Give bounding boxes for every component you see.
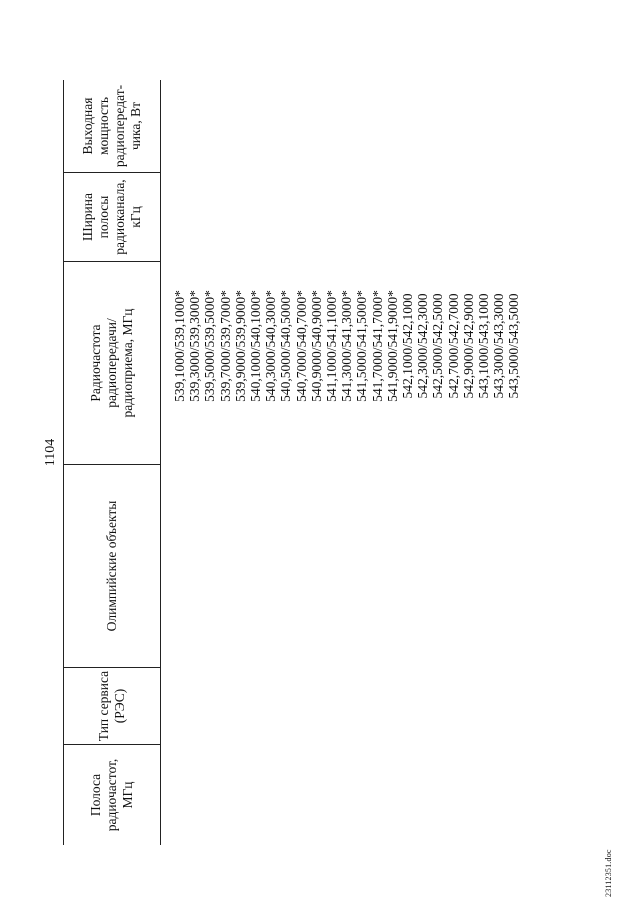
frequency-row: 539,9000/539,9000* — [232, 290, 248, 402]
frequency-row: 542,1000/542,1000 — [400, 293, 416, 399]
frequency-row: 542,3000/542,3000 — [415, 293, 431, 399]
page-number: 1104 — [43, 438, 58, 467]
frequency-row: 543,5000/543,5000 — [506, 293, 522, 399]
frequency-row: 542,9000/542,9000 — [460, 293, 476, 399]
header-line: Выходная — [80, 97, 95, 155]
header-line: мощность — [96, 96, 111, 156]
frequency-row: 539,7000/539,7000* — [217, 290, 233, 402]
frequency-row: 541,5000/541,5000* — [354, 290, 370, 402]
frequency-list — [172, 282, 522, 410]
frequency-row: 543,1000/543,1000 — [476, 293, 492, 399]
header-line: (РЭС) — [112, 688, 127, 724]
table-header-rule — [160, 80, 161, 845]
frequency-row: 540,5000/540,5000* — [278, 290, 294, 402]
header-line: Тип сервиса — [96, 670, 111, 742]
frequency-row: 539,3000/539,3000* — [187, 290, 203, 402]
frequency-row: 542,5000/542,5000 — [430, 293, 446, 399]
header-frequency — [64, 262, 160, 464]
frequency-row: 539,5000/539,5000* — [202, 290, 218, 402]
header-line: Полоса — [88, 773, 103, 817]
frequency-row: 541,9000/541,9000* — [384, 290, 400, 402]
frequency-row: 540,3000/540,3000* — [263, 290, 279, 402]
header-line: Ширина — [80, 192, 95, 242]
header-line: радиоприема, МГц — [120, 308, 135, 418]
header-line: Радиочастота — [88, 324, 103, 402]
frequency-row: 540,9000/540,9000* — [308, 290, 324, 402]
frequency-row: 542,7000/542,7000 — [445, 293, 461, 399]
frequency-row: 539,1000/539,1000* — [172, 290, 187, 402]
header-line: МГц — [120, 781, 135, 809]
frequency-row: 541,7000/541,7000* — [369, 290, 385, 402]
header-line: радиопередат- — [112, 84, 127, 168]
header-service — [64, 668, 160, 744]
header-bandwidth — [64, 173, 160, 261]
header-line: полосы — [96, 195, 111, 239]
header-line: чика, Вт — [128, 102, 143, 151]
header-objects — [64, 465, 160, 667]
header-line: радиочастот, — [104, 758, 119, 832]
header-line: радиоканала, — [112, 179, 127, 255]
frequency-row: 540,1000/540,1000* — [248, 290, 264, 402]
frequency-row: 541,1000/541,1000* — [324, 290, 340, 402]
frequency-row: 543,3000/543,3000 — [491, 293, 507, 399]
frequency-row: 541,3000/541,3000* — [339, 290, 355, 402]
frequency-row: 540,7000/540,7000* — [293, 290, 309, 402]
document-code: 23112351.doc — [604, 849, 613, 897]
header-line: радиопередачи/ — [104, 318, 119, 408]
header-power — [64, 80, 160, 172]
header-band — [64, 745, 160, 845]
header-line: кГц — [128, 206, 143, 228]
header-line: Олимпийские объекты — [104, 500, 119, 632]
